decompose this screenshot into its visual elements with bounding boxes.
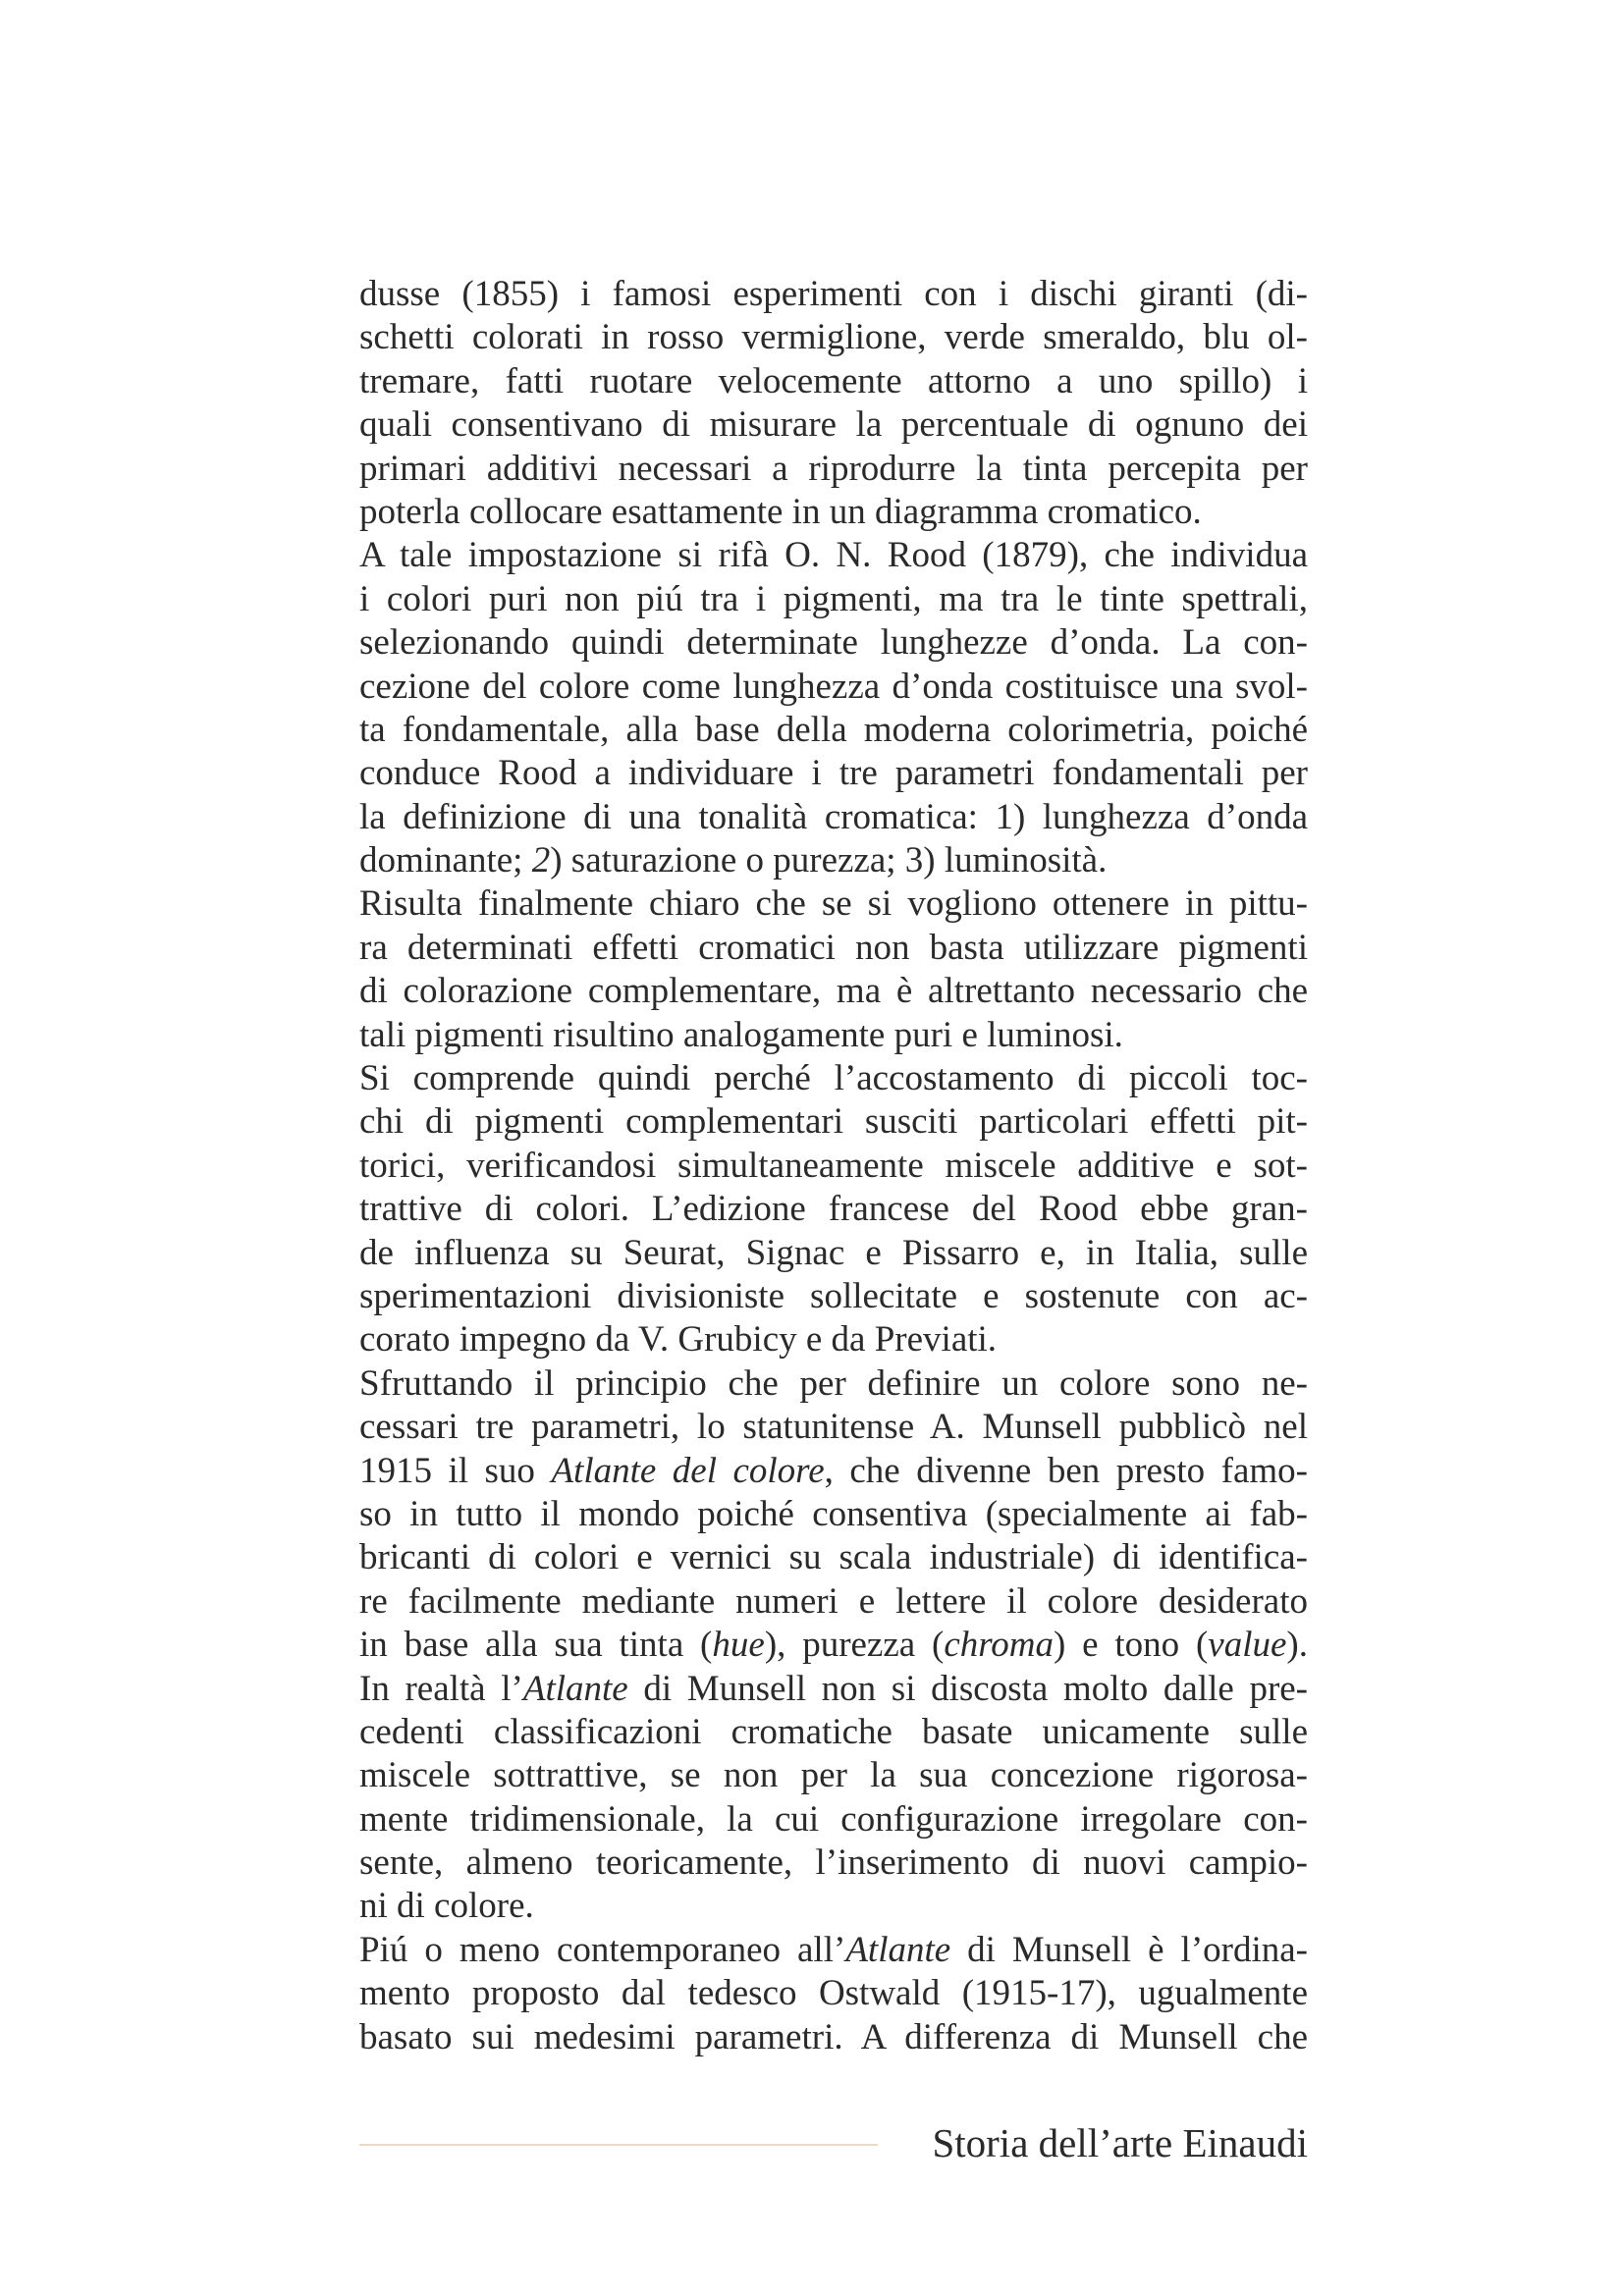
- italic-segment: hue: [712, 1625, 765, 1666]
- text-segment: di Munsell è l’ordina-: [950, 1929, 1308, 1970]
- text-segment: dominante;: [359, 840, 532, 881]
- text-line: sente, almeno teoricamente, l’inserimento di nuovi campio-: [359, 1842, 1308, 1884]
- text-line: trattive di colori. L’edizione francese del Rood ebbe gran-: [359, 1189, 1308, 1230]
- body-text: [359, 273, 1308, 2059]
- italic-segment: Atlante: [522, 1668, 628, 1709]
- text-line: de influenza su Seurat, Signac e Pissarro e, in Italia, sulle: [359, 1232, 1308, 1273]
- italic-segment: Atlante del colore: [551, 1450, 825, 1491]
- text-line: bricanti di colori e vernici su scala industriale) di identifica-: [359, 1537, 1308, 1578]
- text-line: [359, 1668, 1308, 1711]
- text-line: selezionando quindi determinate lunghezze d’onda. La con-: [359, 622, 1308, 664]
- text-line: torici, verificandosi simultaneamente miscele additive e sot-: [359, 1145, 1308, 1186]
- text-segment: In realtà l’: [359, 1668, 523, 1709]
- footer-book-title: Storia dell’arte Einaudi: [932, 2120, 1308, 2165]
- text-line: [359, 1450, 1308, 1493]
- text-segment: ) saturazione o purezza; 3) luminosità.: [550, 840, 1108, 881]
- text-line: corato impegno da V. Grubicy e da Previati.: [359, 1319, 998, 1361]
- text-line: poterla collocare esattamente in un diagramma cromatico.: [359, 491, 1202, 532]
- text-line: tali pigmenti risultino analogamente puri e luminosi.: [359, 1014, 1123, 1055]
- italic-segment: chroma: [944, 1625, 1055, 1666]
- text-line: basato sui medesimi parametri. A differenza di Munsell che: [359, 2016, 1308, 2057]
- text-segment: Piú o meno contemporaneo all’: [359, 1929, 846, 1970]
- text-line: sperimentazioni divisioniste sollecitate e sostenute con ac-: [359, 1275, 1308, 1316]
- text-segment: in base alla sua tinta (: [359, 1625, 713, 1666]
- text-segment: di Munsell non si discosta molto dalle pre-: [627, 1668, 1309, 1709]
- text-line: [359, 1624, 1308, 1667]
- text-line: quali consentivano di misurare la percentuale di ognuno dei: [359, 404, 1308, 446]
- text-segment: 1915 il suo: [359, 1450, 552, 1491]
- text-line: dusse (1855) i famosi esperimenti con i dischi giranti (di-: [359, 274, 1308, 314]
- text-line: cedenti classificazioni cromatiche basate unicamente sulle: [359, 1711, 1308, 1752]
- text-line: ra determinati effetti cromatici non basta utilizzare pigmenti: [359, 927, 1308, 968]
- text-line: ta fondamentale, alla base della moderna colorimetria, poiché: [359, 709, 1308, 750]
- italic-segment: Atlante: [845, 1929, 951, 1970]
- text-line: cezione del colore come lunghezza d’onda costituisce una svol-: [359, 666, 1308, 707]
- text-line: schetti colorati in rosso vermiglione, verde smeraldo, blu ol-: [359, 317, 1308, 358]
- text-line: la definizione di una tonalità cromatica: 1) lunghezza d’onda: [359, 796, 1308, 837]
- text-line: ni di colore.: [359, 1886, 534, 1927]
- text-line: di colorazione complementare, ma è altrettanto necessario che: [359, 971, 1308, 1012]
- text-line: mento proposto dal tedesco Ostwald (1915-17), ugualmente: [359, 1973, 1308, 2014]
- text-line: A tale impostazione si rifà O. N. Rood (1879), che individua: [359, 535, 1308, 576]
- text-line: primari additivi necessari a riprodurre la tinta percepita per: [359, 448, 1308, 489]
- text-segment: ).: [1286, 1625, 1308, 1666]
- text-line: cessari tre parametri, lo statunitense A. Munsell pubblicò nel: [359, 1407, 1308, 1448]
- text-line: mente tridimensionale, la cui configurazione irregolare con-: [359, 1798, 1308, 1840]
- text-line: [359, 839, 1308, 882]
- text-line: tremare, fatti ruotare velocemente attorno a uno spillo) i: [359, 360, 1308, 401]
- text-line: re facilmente mediante numeri e lettere il colore desiderato: [359, 1580, 1308, 1622]
- text-line: chi di pigmenti complementari susciti particolari effetti pit-: [359, 1101, 1308, 1143]
- text-line: i colori puri non piú tra i pigmenti, ma tra le tinte spettrali,: [359, 578, 1308, 619]
- italic-segment: value: [1208, 1625, 1287, 1666]
- italic-segment: 2: [531, 840, 551, 881]
- text-segment: ), purezza (: [764, 1625, 945, 1666]
- text-line: Sfruttando il principio che per definire un colore sono ne-: [359, 1362, 1308, 1404]
- text-segment: , che divenne ben presto famo-: [824, 1450, 1308, 1491]
- text-segment: ) e tono (: [1054, 1625, 1209, 1666]
- text-line: conduce Rood a individuare i tre parametri fondamentali per: [359, 753, 1308, 794]
- text-line: Risulta finalmente chiaro che se si vogliono ottenere in pittu-: [359, 883, 1308, 925]
- text-line: [359, 1929, 1308, 1972]
- text-line: miscele sottrattive, se non per la sua concezione rigorosa-: [359, 1755, 1308, 1796]
- footer-rule: [359, 2144, 878, 2146]
- text-line: so in tutto il mondo poiché consentiva (specialmente ai fab-: [359, 1493, 1308, 1534]
- text-line: Si comprende quindi perché l’accostamento di piccoli toc-: [359, 1058, 1308, 1099]
